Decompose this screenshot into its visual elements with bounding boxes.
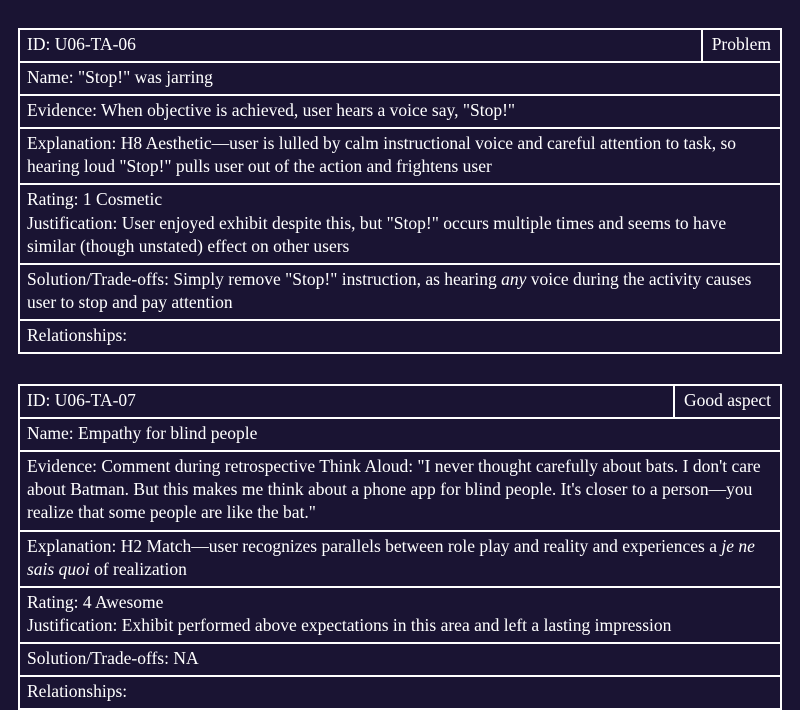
finding-rating: Rating: 1 Cosmetic — [27, 189, 163, 210]
finding-explanation — [20, 532, 780, 586]
evidence-row — [20, 452, 780, 531]
finding-name: Name: "Stop!" was jarring — [27, 67, 213, 88]
finding-id: ID: U06-TA-07 — [27, 390, 136, 411]
relationships-row — [20, 677, 780, 708]
name-row — [20, 419, 780, 452]
finding-relationships: Relationships: — [27, 680, 128, 701]
explanation-row — [20, 129, 780, 185]
solution-text-end: voice during the activity causes user to stop and pay attention — [27, 268, 752, 312]
finding-relationships: Relationships: — [27, 324, 128, 345]
solution-text-start: Solution/Trade-offs: Simply remove "Stop!" instruction, as hearing — [27, 268, 502, 289]
finding-card-1 — [18, 28, 782, 354]
rating-row — [20, 588, 780, 644]
evidence-row — [20, 96, 780, 129]
name-row — [20, 63, 780, 96]
finding-rating: Rating: 4 Awesome — [27, 591, 164, 612]
finding-evidence: Evidence: When objective is achieved, user hears a voice say, "Stop!" — [27, 100, 516, 121]
card-header-row — [20, 386, 780, 419]
rating-row — [20, 185, 780, 264]
relationships-row — [20, 321, 780, 352]
finding-justification: Justification: User enjoyed exhibit despite this, but "Stop!" occurs multiple times and seems to have similar (though unstated) effect on other users — [27, 212, 727, 256]
finding-explanation: Explanation: H8 Aesthetic—user is lulled by calm instructional voice and careful attention to task, so hearing loud "Stop!" pulls user out of the action and frightens user — [27, 133, 737, 177]
finding-type-badge: Good aspect — [673, 386, 780, 417]
finding-id: ID: U06-TA-06 — [27, 34, 136, 54]
card-header-row — [20, 30, 780, 63]
explanation-emphasis: je ne sais quoi — [27, 535, 755, 579]
finding-rating-justification — [20, 185, 780, 262]
solution-row — [20, 644, 780, 677]
finding-name: Name: Empathy for blind people — [27, 423, 258, 444]
finding-solution: Solution/Trade-offs: NA — [27, 647, 199, 668]
finding-type-badge: Problem — [701, 30, 780, 61]
solution-emphasis: any — [501, 268, 527, 289]
finding-rating-justification — [20, 588, 780, 642]
finding-evidence: Evidence: Comment during retrospective Think Aloud: "I never thought carefully about bats. I don't care about Batman. But this makes me think about a phone app for blind people. It's closer to a person—you realize that some people are like the bat." — [27, 456, 761, 523]
finding-solution — [20, 265, 780, 319]
finding-card-2 — [18, 384, 782, 710]
explanation-row — [20, 532, 780, 588]
finding-justification: Justification: Exhibit performed above expectations in this area and left a lasting impression — [27, 614, 672, 635]
explanation-text-start: Explanation: H2 Match—user recognizes parallels between role play and reality and experiences a — [27, 535, 722, 556]
solution-row — [20, 265, 780, 321]
explanation-text-end: of realization — [89, 558, 187, 579]
